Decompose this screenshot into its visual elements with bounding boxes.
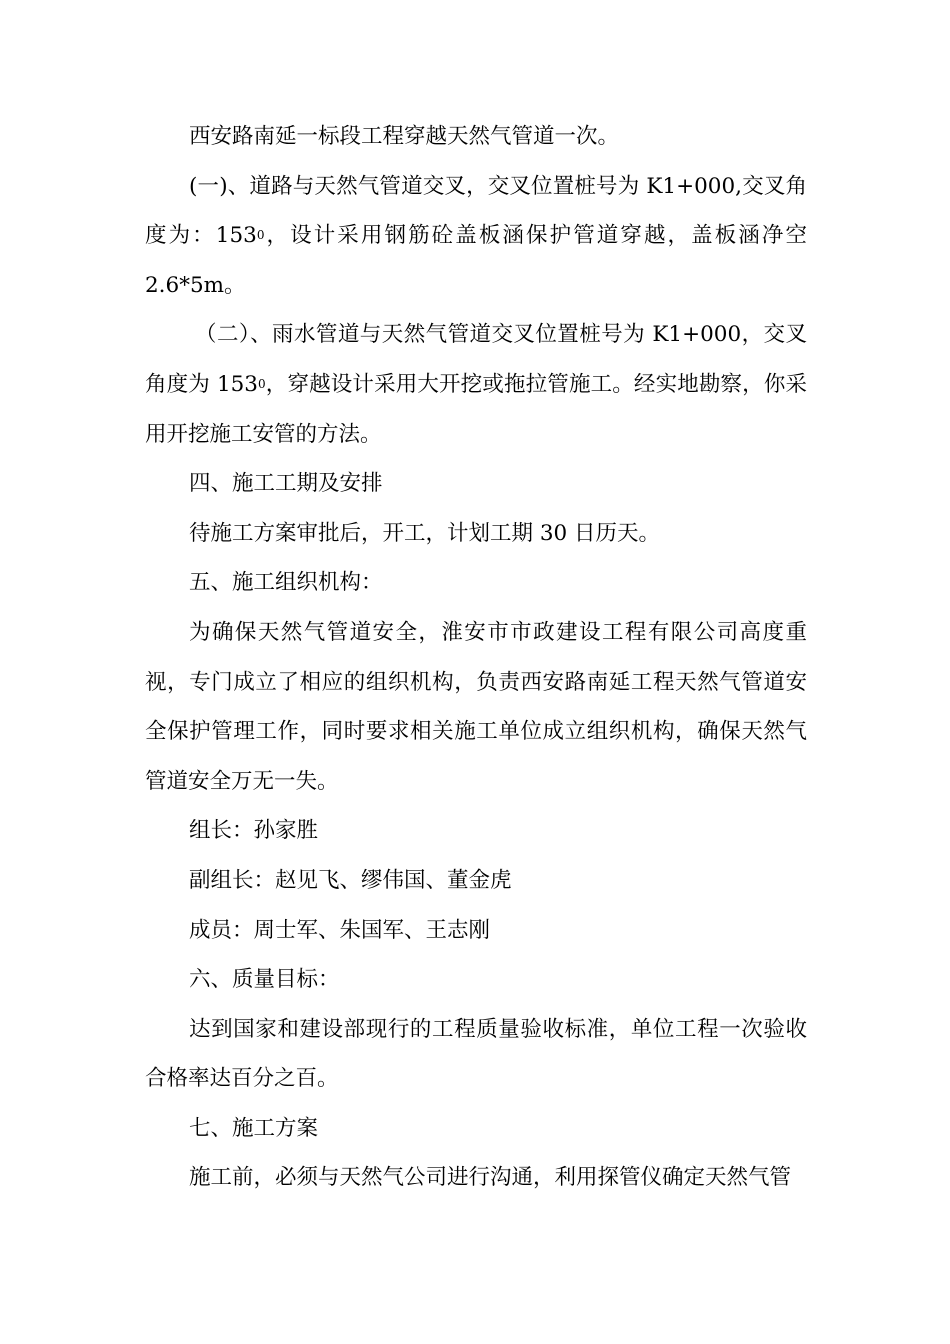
section-heading-schedule: 四、施工工期及安排 [189, 471, 383, 497]
group-members: 成员：周士军、朱国军、王志刚 [189, 917, 491, 943]
section-heading-quality: 六、质量目标： [189, 967, 340, 993]
paragraph-road-crossing [145, 162, 807, 311]
deputy-group-leaders: 副组长：赵见飞、缪伟国、董金虎 [189, 867, 512, 893]
paragraph-plan: 施工前，必须与天然气公司进行沟通，利用探管仪确定天然气管 [189, 1165, 792, 1191]
group-leader: 组长：孙家胜 [189, 818, 319, 844]
paragraph-schedule: 待施工方案审批后，开工，计划工期 30 日历天。 [189, 520, 661, 546]
section-heading-plan: 七、施工方案 [189, 1115, 319, 1141]
degree-mark: 0 [256, 228, 265, 243]
road-crossing-text-start: (一)、道路与天然气管道交叉，交叉位置桩号为 K1+000,交叉角度为：153 [145, 173, 807, 249]
rain-pipe-text-start: （二）、雨水管道与天然气管道交叉位置桩号为 K1+000，交叉角度为 153 [145, 322, 807, 397]
rain-pipe-text-end: ，穿越设计采用大开挖或拖拉管施工。经实地勘察，你采用开挖施工安管的方法。 [145, 371, 807, 447]
paragraph-quality: 达到国家和建设部现行的工程质量验收标准，单位工程一次验收合格率达百分之百。 [145, 1016, 807, 1092]
section-heading-organization: 五、施工组织机构： [189, 570, 383, 596]
document-page [145, 112, 807, 1203]
paragraph-rain-pipe-crossing [145, 310, 807, 459]
road-crossing-text-end: ，设计采用钢筋砼盖板涵保护管道穿越，盖板涵净空 2.6*5m。 [145, 223, 807, 298]
paragraph-organization: 为确保天然气管道安全，淮安市市政建设工程有限公司高度重视，专门成立了相应的组织机构，负责西安路南延工程天然气管道安全保护管理工作，同时要求相关施工单位成立组织机构，确保天然气管道安全万无一失。 [145, 619, 807, 794]
degree-mark: 0 [258, 376, 266, 391]
paragraph-pipeline-crossing-summary: 西安路南延一标段工程穿越天然气管道一次。 [189, 124, 620, 149]
